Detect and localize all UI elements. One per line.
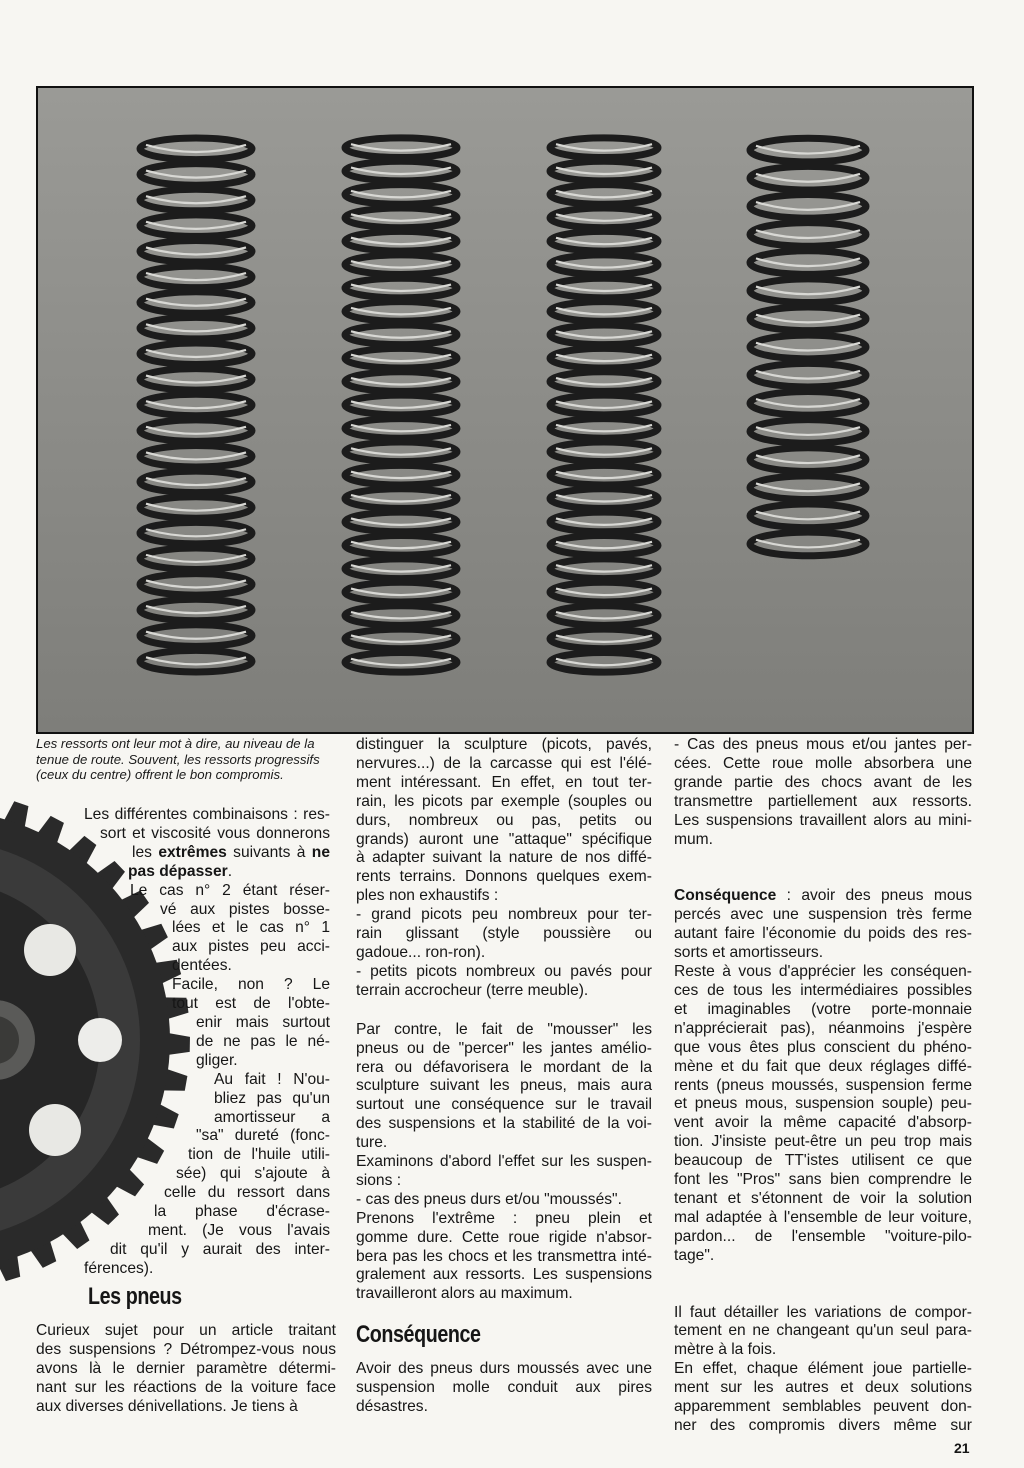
- col3-p2-line: et imaginables (votre porte-monnaie: [674, 1000, 972, 1018]
- col3-paragraph-1: [674, 736, 972, 849]
- col2-p2-line: travailleront alors au maximum.: [356, 1285, 573, 1303]
- col2-p1-line: gadoue... ron-ron).: [356, 943, 486, 961]
- col3-p2-line: tenant et s'étonnent de voir la solution: [674, 1189, 972, 1207]
- col1-wrap-line: pas dépasser.: [128, 862, 233, 880]
- col1-wrap-line: tout est de l'obte-: [172, 995, 330, 1013]
- col2-p3-line: suspension molle conduit aux pires: [356, 1379, 652, 1397]
- col1-wrap-line: bliez pas qu'un: [214, 1089, 330, 1107]
- col3-p1-line: Les suspensions travaillent alors au mini-: [674, 811, 972, 829]
- col3-p2-line: tion. J'insiste peut-être un peu trop mais: [674, 1133, 972, 1151]
- col3-p1-line: mum.: [674, 830, 713, 848]
- col3-p2-line: percés avec une suspension très ferme: [674, 906, 972, 924]
- column-3: [674, 736, 972, 1436]
- col2-p3-line: Avoir des pneus durs moussés avec une: [356, 1360, 652, 1378]
- col3-p1-line: grande partie des chocs avant de les: [674, 773, 972, 791]
- col3-p3-line: Il faut détailler les variations de compor-: [674, 1303, 972, 1321]
- col2-p2-line: sions :: [356, 1171, 402, 1189]
- col3-p2-line: que vous êtes plus conscient du phéno-: [674, 1038, 972, 1056]
- col1-wrap-line: enir mais surtout: [196, 1013, 330, 1031]
- col2-p1-line: rents terrains. Donnons quelques exem-: [356, 868, 652, 886]
- col2-p1-line: nervures...) de la carcasse qui est l'élé-: [356, 754, 652, 772]
- col3-p1-line: transmettre partiellement aux ressorts.: [674, 792, 972, 810]
- col1-para-line: Curieux sujet pour un article traitant: [36, 1322, 336, 1339]
- col2-p2-line: sculpture suivant les pneus, mais aura: [356, 1077, 652, 1095]
- col1-wrap-line: Le cas n° 2 étant réser-: [130, 881, 330, 899]
- col3-p2-line: autant faire l'économie du poids des res-: [674, 925, 972, 943]
- col1-wrap-line: dentées.: [172, 957, 232, 975]
- col2-paragraph-1: [356, 736, 652, 1001]
- col2-p2-line: rera ou défavorisera le mordant de la: [356, 1058, 652, 1076]
- col3-p2-line: ces de tous les intermédiaires possibles: [674, 981, 972, 999]
- section-heading-les-pneus: Les pneus: [88, 1283, 182, 1310]
- col3-p3-line: En effet, chaque élément joue partielle-: [674, 1360, 972, 1378]
- col2-p1-line: distinguer la sculpture (picots, pavés,: [356, 736, 652, 753]
- col1-wrap-line: Facile, non ? Le: [172, 976, 330, 994]
- springs-photo: [36, 86, 974, 734]
- col2-p2-line: des suspensions et la stabilité de la voi-: [356, 1115, 652, 1133]
- col3-p2-line: et pneus mous, suspension souple) peu-: [674, 1095, 972, 1113]
- col2-p1-line: grands) auront une "attaque" spécifique: [356, 830, 652, 848]
- column-2: [356, 736, 652, 1417]
- col1-wrap-line: férences).: [84, 1259, 154, 1277]
- col3-p2-line: beaucoup de TT'istes utilisent ce que: [674, 1152, 972, 1170]
- col1-para-line: aux diverses dénivellations. Je tiens à: [36, 1397, 298, 1415]
- col2-p2-line: gomme dure. Cette roue rigide n'absor-: [356, 1228, 652, 1246]
- col2-p1-line: ples non exhaustifs :: [356, 887, 499, 905]
- col3-p2-line: pardon... de l'ensemble "voiture-pilo-: [674, 1227, 972, 1245]
- col3-p3-line: mètre à la fois.: [674, 1341, 777, 1359]
- col1-wrap-line: dit qu'il y aurait des inter-: [110, 1240, 330, 1258]
- col3-p3-line: tement en ne changeant qu'un seul para-: [674, 1322, 972, 1340]
- col2-p3-line: désastres.: [356, 1398, 428, 1416]
- column-1-lower: [36, 1283, 336, 1417]
- photo-caption: Les ressorts ont leur mot à dire, au niveau de la tenue de route. Souvent, les ressorts progressifs (ceux du centre) offrent le bon compromis.: [36, 736, 320, 782]
- col3-p3-line: ment sur les autres et deux solutions: [674, 1379, 972, 1397]
- section-heading-consequence: Conséquence: [356, 1321, 481, 1349]
- col1-wrap-line: vé aux pistes bosse-: [160, 900, 330, 918]
- col1-wrap-line: Au fait ! N'ou-: [214, 1070, 330, 1088]
- col3-p2-line: n'apprécierait pas), néanmoins j'espère: [674, 1019, 972, 1037]
- col2-p2-line: pneus ou de "percer" les jantes amélio-: [356, 1039, 652, 1057]
- col2-p1-line: terrain accrocheur (terre meuble).: [356, 981, 589, 999]
- col1-wrap-line: sée) qui s'ajoute à: [176, 1165, 330, 1183]
- col1-wrap-line: aux pistes peu acci-: [172, 938, 330, 956]
- col3-p2-line: mène et du fait que deux réglages diffé-: [674, 1057, 972, 1075]
- col2-p2-line: Prenons l'extrême : pneu plein et: [356, 1209, 652, 1227]
- col3-p2-line: sorts et amortisseurs.: [674, 944, 824, 962]
- col1-wrap-line: les extrêmes suivants à ne: [132, 843, 330, 861]
- col3-p1-line: - Cas des pneus mous et/ou jantes per-: [674, 736, 972, 753]
- col2-p2-line: - cas des pneus durs et/ou "moussés".: [356, 1190, 622, 1208]
- col2-p2-line: surtout une conséquence sur le travail: [356, 1096, 652, 1114]
- col1-wrap-line: ment. (Je vous l'avais: [148, 1221, 330, 1239]
- col3-p2-line: font les "Pros" sans bien comprendre le: [674, 1171, 972, 1189]
- col2-paragraph-3: [356, 1360, 652, 1417]
- springs-illustration: [38, 88, 972, 732]
- col1-wrap-line: gliger.: [196, 1051, 238, 1069]
- col1-wrap-line: tion de l'huile utili-: [188, 1146, 330, 1164]
- col3-p2-line: vent avoir la même capacité d'absorp-: [674, 1114, 972, 1132]
- col2-p1-line: à adapter suivant la nature de nos diffé-: [356, 849, 652, 867]
- col1-paragraph: [36, 1322, 336, 1417]
- col1-wrap-line: amortisseur a: [214, 1108, 330, 1126]
- col2-p2-line: Par contre, le fait de "mousser" les: [356, 1020, 652, 1038]
- col3-p2-line: Conséquence : avoir des pneus mous: [674, 887, 972, 905]
- col1-para-line: nant sur les réactions de la voiture face: [36, 1378, 336, 1396]
- col2-p1-line: rain glissant (style poussière ou: [356, 925, 652, 943]
- col1-wrap-line: sort et viscosité vous donnerons: [100, 824, 330, 842]
- col3-p2-line: rents (pneus moussés, suspension ferme: [674, 1076, 972, 1094]
- col2-p2-line: ture.: [356, 1134, 388, 1152]
- col3-p2-line: tage".: [674, 1246, 715, 1264]
- col2-paragraph-2: [356, 1021, 652, 1305]
- col3-p1-line: cées. Cette roue molle absorbera une: [674, 754, 972, 772]
- col2-p1-line: ment intéressant. En effet, en tout ter-: [356, 773, 652, 791]
- col3-paragraph-3: [674, 1304, 972, 1436]
- col1-wrap-line: de ne pas le né-: [196, 1032, 330, 1050]
- column-1-wrap: [0, 806, 340, 1279]
- page-number: 21: [954, 1440, 970, 1456]
- col2-p1-line: - grand picots peu nombreux pour ter-: [356, 906, 652, 924]
- col1-para-line: des suspensions ? Détrompez-vous nous: [36, 1340, 336, 1358]
- col2-p2-line: Examinons d'abord l'effet sur les suspen-: [356, 1153, 652, 1171]
- col3-p2-line: mal adaptée à l'ensemble de leur voiture,: [674, 1208, 972, 1226]
- col3-paragraph-2: [674, 887, 972, 1265]
- col2-p1-line: rain, les picots par exemple (souples ou: [356, 792, 652, 810]
- col1-wrap-line: la phase d'écrase-: [154, 1203, 330, 1221]
- col2-p2-line: gralement aux ressorts. Les suspensions: [356, 1266, 652, 1284]
- col1-para-line: avons là le dernier paramètre détermi-: [36, 1359, 336, 1377]
- col1-wrap-line: Les différentes combinaisons : res-: [84, 806, 330, 823]
- col2-p2-line: bera pas les chocs et les transmettra inté-: [356, 1247, 652, 1265]
- col1-wrap-line: "sa" dureté (fonc-: [196, 1127, 330, 1145]
- col1-wrap-line: celle du ressort dans: [164, 1184, 330, 1202]
- col1-wrap-line: lées et le cas n° 1: [172, 919, 330, 937]
- col2-p1-line: - petits picots nombreux ou pavés pour: [356, 962, 652, 980]
- col3-p3-line: apparemment semblables peuvent don-: [674, 1398, 972, 1416]
- col3-p2-line: Reste à vous d'apprécier les conséquen-: [674, 963, 972, 981]
- col3-p3-line: ner des compromis divers même sur: [674, 1417, 972, 1434]
- col2-p1-line: durs, nombreux ou pas, petits ou: [356, 811, 652, 829]
